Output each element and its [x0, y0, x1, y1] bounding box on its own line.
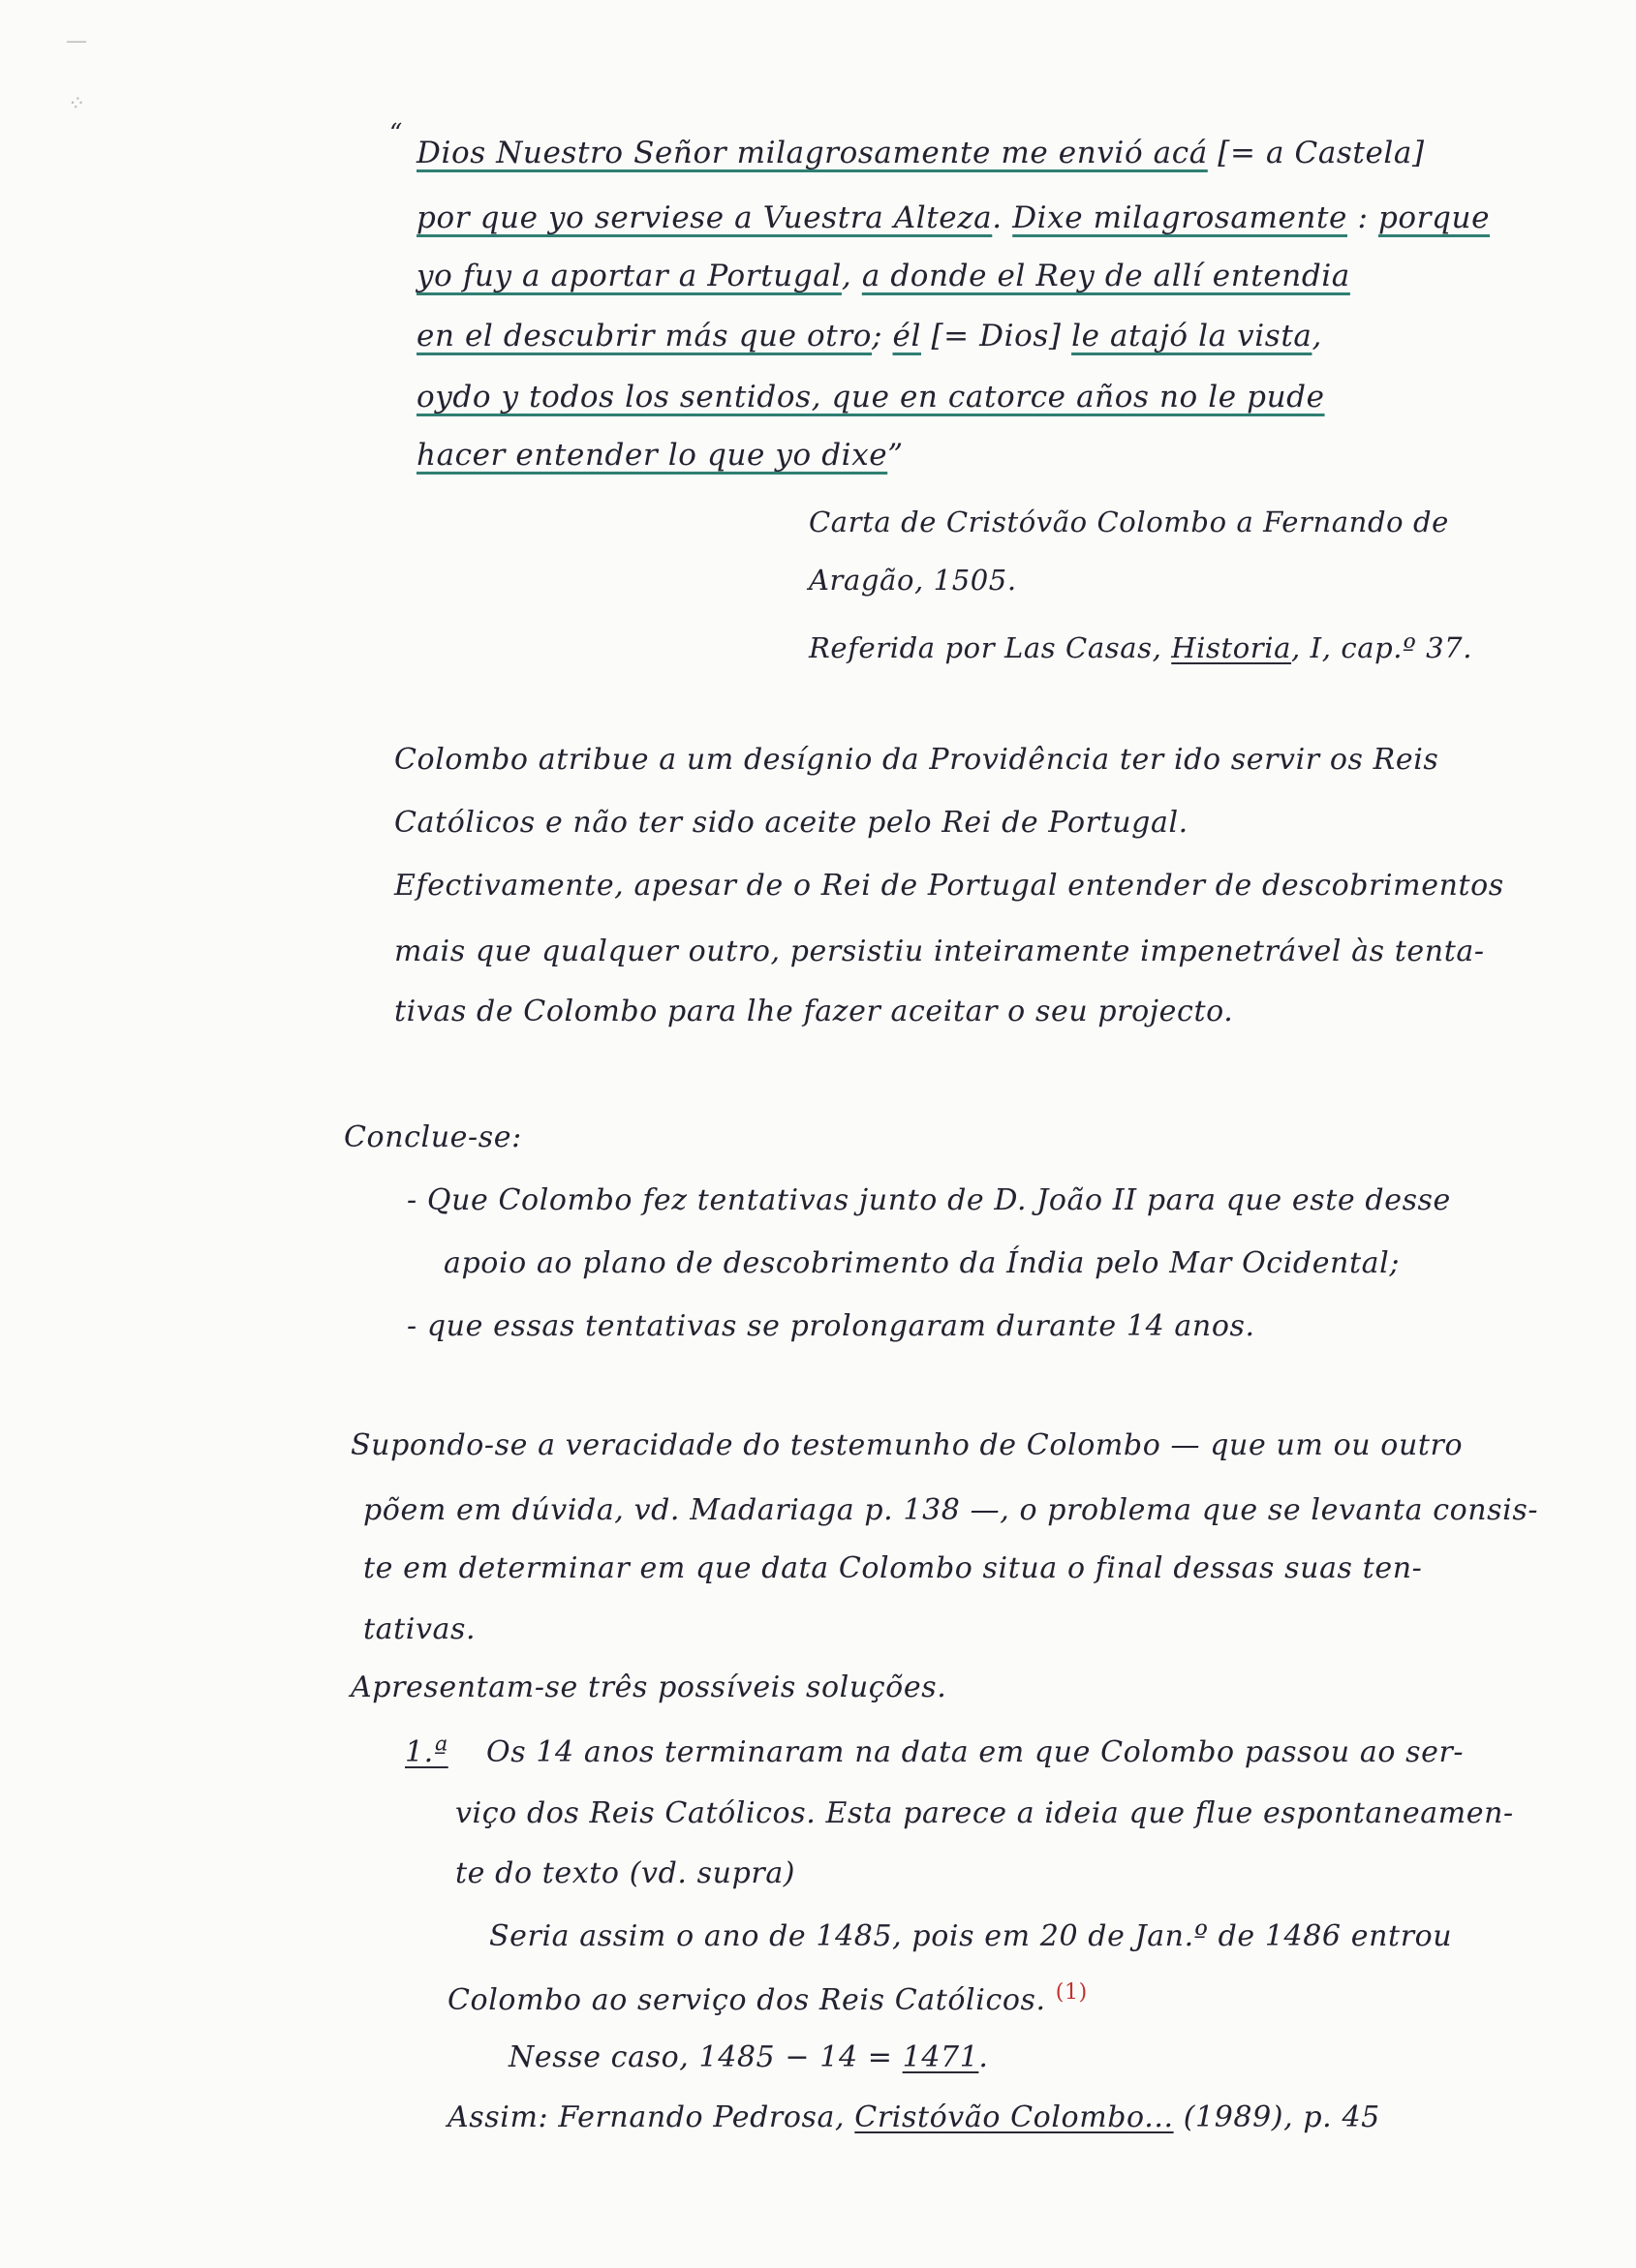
citation-line: Carta de Cristóvão Colombo a Fernando de: [809, 506, 1449, 538]
underlined-phrase: yo fuy a aportar a Portugal: [417, 259, 842, 293]
list-item: - Que Colombo fez tentativas junto de D. João II para que este desse: [407, 1183, 1451, 1217]
text-line: tativas.: [363, 1612, 477, 1646]
quote-line: [417, 438, 904, 473]
text-line: te em determinar em que data Colombo situa o final dessas suas ten-: [363, 1551, 1423, 1585]
citation-line: Aragão, 1505.: [809, 564, 1017, 597]
text-line: Colombo atribue a um desígnio da Providência ter ido servir os Reis: [394, 743, 1439, 777]
underlined-phrase: Dixe milagrosamente: [1012, 200, 1347, 235]
quote-line: [417, 261, 1350, 291]
solution-marker: [405, 1735, 448, 1769]
underlined-phrase: le atajó la vista: [1071, 319, 1312, 353]
solution-number: 1.ª: [405, 1735, 448, 1769]
text-line: mais que qualquer outro, persistiu inteiramente impenetrável às tenta-: [394, 935, 1485, 968]
citation-text: Referida por Las Casas,: [809, 631, 1172, 664]
calc-line: [509, 2040, 989, 2074]
list-item: - que essas tentativas se prolongaram durante 14 anos.: [407, 1309, 1255, 1343]
quote-line: [417, 380, 1325, 414]
citation-text: , I, cap.º 37.: [1291, 631, 1473, 664]
underlined-phrase: él: [892, 319, 921, 353]
margin-tick: ⁘: [66, 92, 84, 116]
quote-line: [417, 138, 1425, 169]
text-line: Os 14 anos terminaram na data em que Colombo passou ao ser-: [486, 1735, 1465, 1769]
underlined-phrase: porque: [1377, 200, 1491, 235]
footnote-ref: (1): [1055, 1980, 1088, 2005]
underlined-phrase: Dios Nuestro Señor milagrosamente me envió acá: [417, 136, 1208, 170]
text-line: tivas de Colombo para lhe fazer aceitar o seu projecto.: [394, 995, 1234, 1028]
text-line: Efectivamente, apesar de o Rei de Portugal entender de descobrimentos: [394, 869, 1504, 903]
text-span: Assim: Fernando Pedrosa,: [448, 2100, 855, 2134]
text-line: Supondo-se a veracidade do testemunho de Colombo — que um ou outro: [351, 1428, 1464, 1462]
section-heading: Conclue-se:: [344, 1120, 522, 1154]
underlined-phrase: en el descubrir más que otro: [417, 319, 873, 353]
quote-text: ;: [872, 319, 893, 353]
list-item: apoio ao plano de descobrimento da Índia pelo Mar Ocidental;: [444, 1246, 1401, 1280]
quote-text: ,: [1312, 319, 1322, 353]
quote-line: [417, 200, 1491, 235]
quote-open-mark: “: [389, 119, 403, 148]
text-line: Católicos e não ter sido aceite pelo Rei de Portugal.: [394, 806, 1188, 840]
text-span: Nesse caso, 1485 − 14 =: [509, 2040, 903, 2074]
underlined-phrase: a donde el Rey de allí entendia: [861, 259, 1350, 293]
quote-text: ”: [887, 438, 904, 473]
quote-line: [417, 319, 1322, 353]
quote-text: [= a Castela]: [1207, 136, 1425, 170]
text-span: Colombo ao serviço dos Reis Católicos.: [448, 1983, 1046, 2017]
margin-tick: —: [66, 29, 87, 53]
calc-result: 1471: [902, 2040, 979, 2074]
citation-work-title: Historia: [1171, 631, 1292, 664]
underlined-phrase: hacer entender lo que yo dixe: [417, 438, 888, 473]
text-line: Apresentam-se três possíveis soluções.: [351, 1670, 947, 1704]
text-line: viço dos Reis Católicos. Esta parece a ideia que flue espontaneamen-: [455, 1796, 1514, 1830]
quote-text: ,: [841, 259, 862, 293]
text-line: põem em dúvida, vd. Madariaga p. 138 —, o problema que se levanta consis-: [363, 1493, 1539, 1527]
text-line: te do texto (vd. supra): [455, 1856, 796, 1890]
text-line: Seria assim o ano de 1485, pois em 20 de Jan.º de 1486 entrou: [489, 1919, 1453, 1953]
quote-text: :: [1347, 200, 1378, 235]
text-span: (1989), p. 45: [1173, 2100, 1380, 2134]
quote-text: [= Dios]: [920, 319, 1072, 353]
citation-line: [809, 631, 1473, 664]
reference-title: Cristóvão Colombo...: [854, 2100, 1174, 2134]
underlined-phrase: por que yo serviese a Vuestra Alteza: [417, 200, 993, 235]
reference-line: [448, 2100, 1380, 2134]
quote-text: .: [992, 200, 1013, 235]
text-span: .: [978, 2040, 989, 2074]
text-line: [448, 1982, 1088, 2015]
underlined-phrase: oydo y todos los sentidos, que en catorce años no le pude: [417, 380, 1325, 414]
